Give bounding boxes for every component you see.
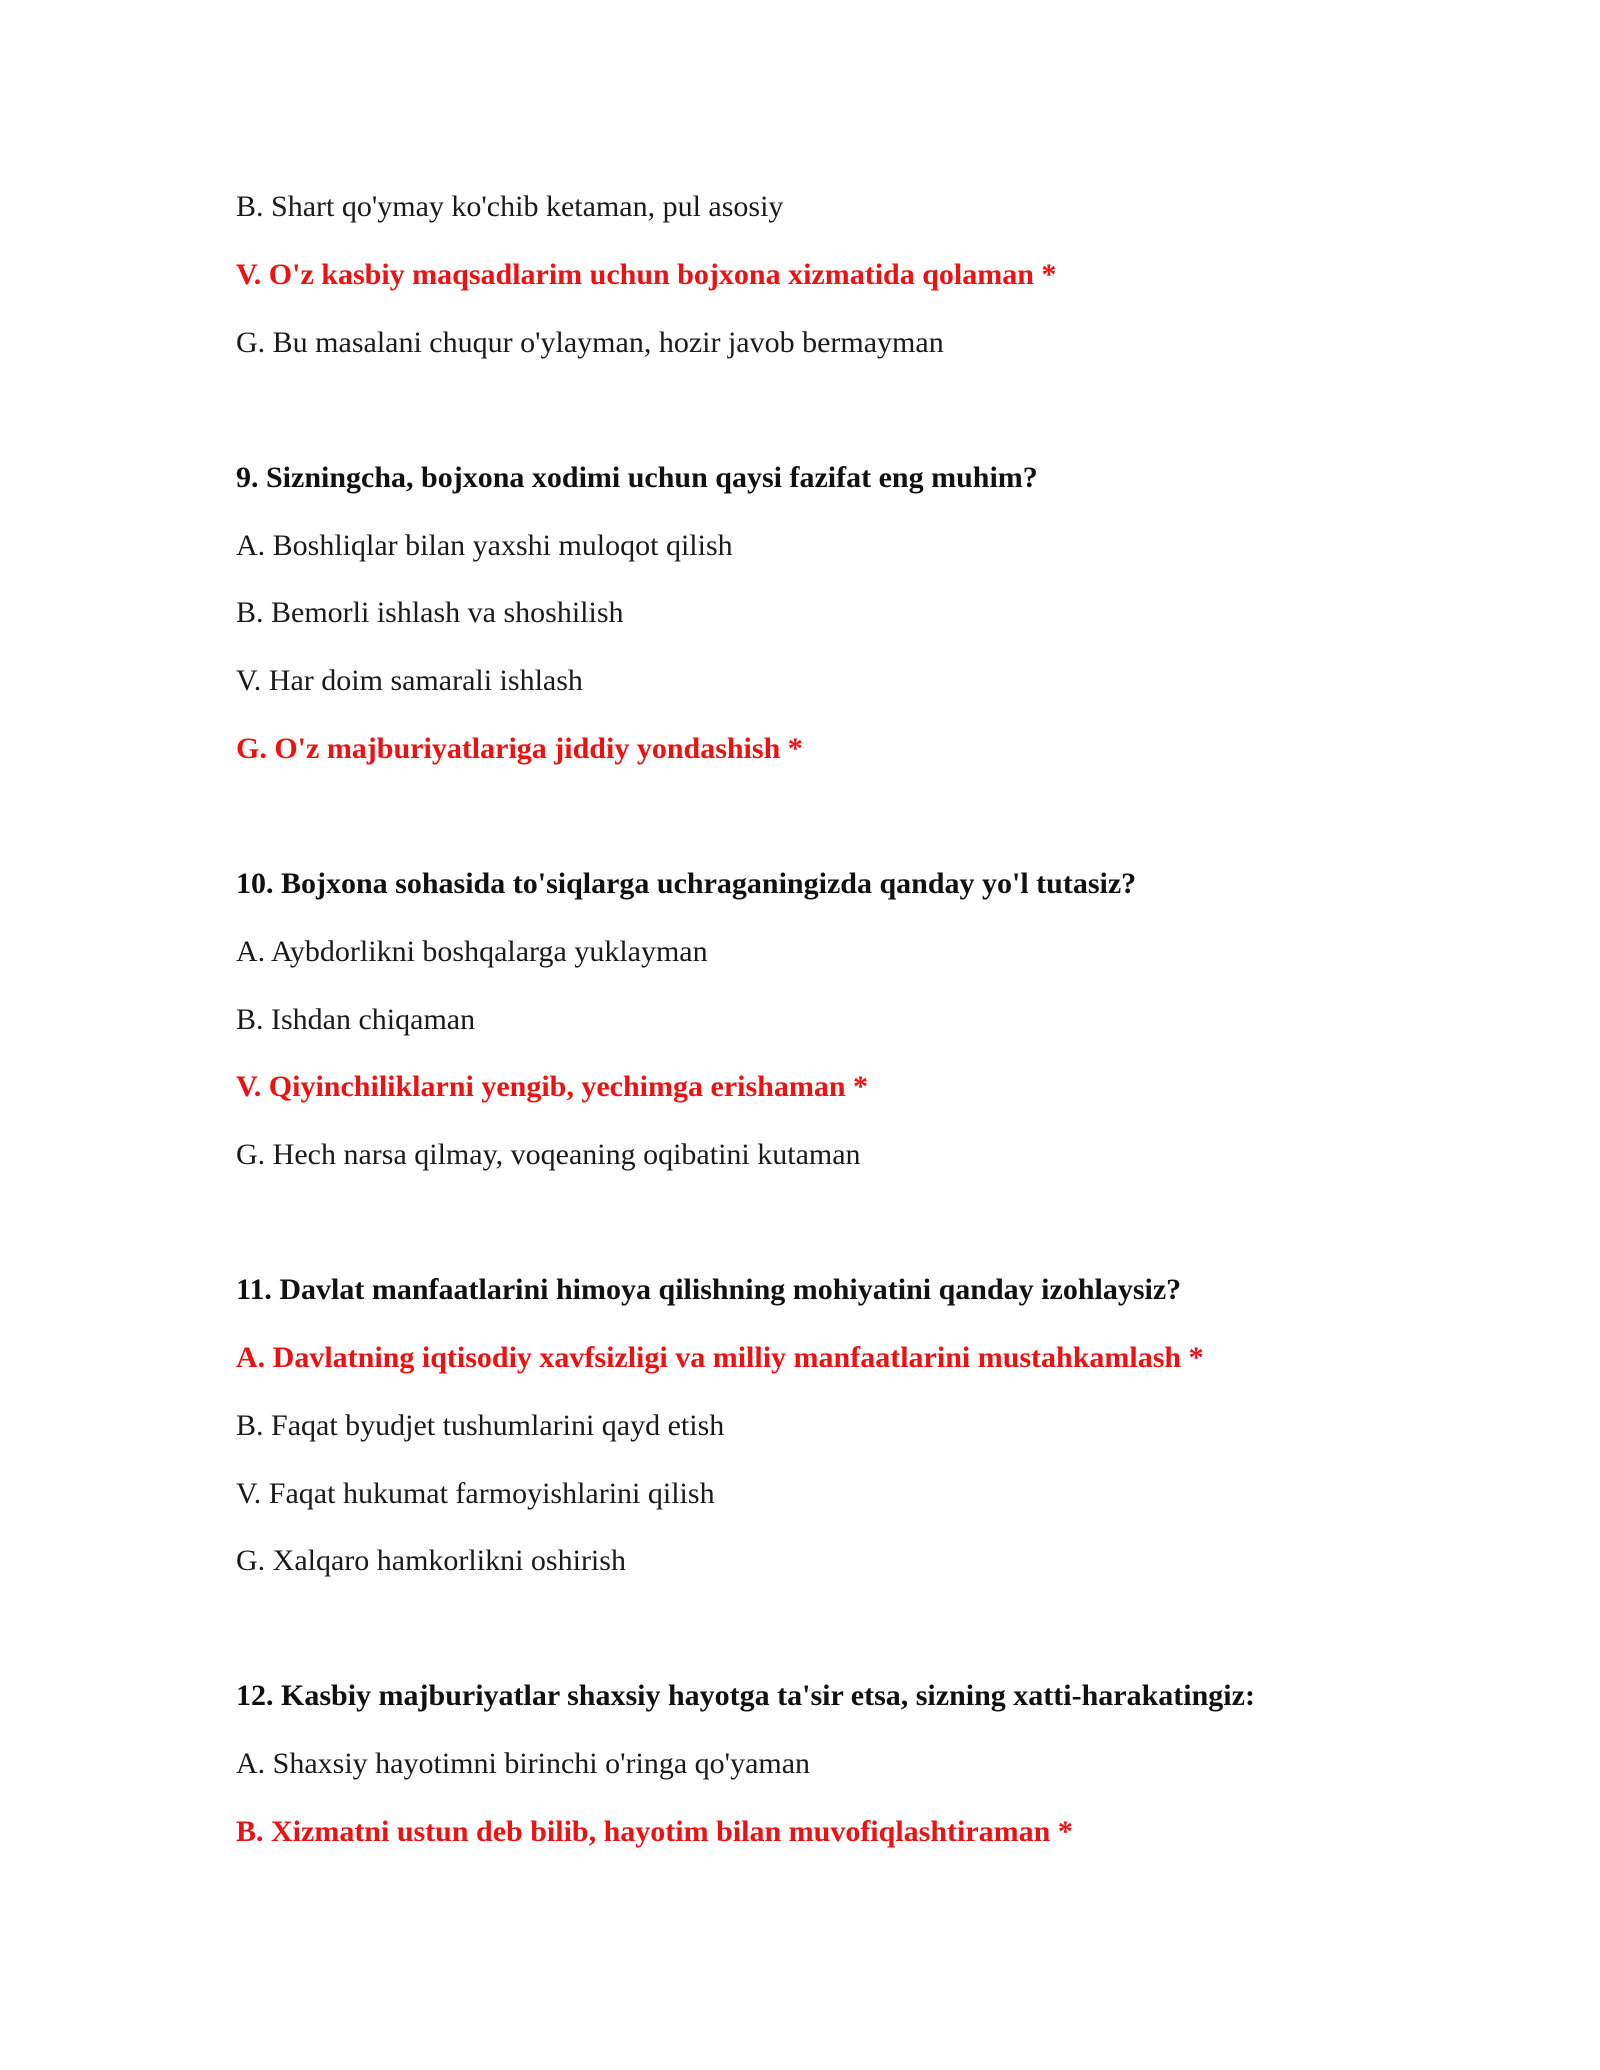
q9-option-a: A. Boshliqlar bilan yaxshi muloqot qilish: [236, 529, 733, 562]
q12-option-b-correct: B. Xizmatni ustun deb bilib, hayotim bilan muvofiqlashtiraman *: [236, 1815, 1073, 1848]
question-9: 9. Sizningcha, bojxona xodimi uchun qaysi fazifat eng muhim?: [236, 461, 1038, 494]
q11-option-a-correct: A. Davlatning iqtisodiy xavfsizligi va milliy manfaatlarini mustahkamlash *: [236, 1341, 1204, 1374]
q11-option-v: V. Faqat hukumat farmoyishlarini qilish: [236, 1477, 715, 1510]
q10-option-v-correct: V. Qiyinchiliklarni yengib, yechimga erishaman *: [236, 1070, 869, 1103]
question-10: 10. Bojxona sohasida to'siqlarga uchraganingizda qanday yo'l tutasiz?: [236, 867, 1137, 900]
q11-option-g: G. Xalqaro hamkorlikni oshirish: [236, 1544, 626, 1577]
q8-option-g: G. Bu masalani chuqur o'ylayman, hozir javob bermayman: [236, 326, 944, 359]
question-12: 12. Kasbiy majburiyatlar shaxsiy hayotga ta'sir etsa, sizning xatti-harakatingiz:: [236, 1679, 1255, 1712]
q8-option-v-correct: V. O'z kasbiy maqsadlarim uchun bojxona xizmatida qolaman *: [236, 258, 1057, 291]
q9-option-v: V. Har doim samarali ishlash: [236, 664, 583, 697]
q12-option-a: A. Shaxsiy hayotimni birinchi o'ringa qo'yaman: [236, 1747, 811, 1780]
q10-option-b: B. Ishdan chiqaman: [236, 1003, 476, 1036]
q10-option-a: A. Aybdorlikni boshqalarga yuklayman: [236, 935, 708, 968]
q9-option-g-correct: G. O'z majburiyatlariga jiddiy yondashish *: [236, 732, 803, 765]
question-11: 11. Davlat manfaatlarini himoya qilishning mohiyatini qanday izohlaysiz?: [236, 1273, 1182, 1306]
q9-option-b: B. Bemorli ishlash va shoshilish: [236, 596, 624, 629]
q8-option-b: B. Shart qo'ymay ko'chib ketaman, pul asosiy: [236, 190, 784, 223]
q11-option-b: B. Faqat byudjet tushumlarini qayd etish: [236, 1409, 725, 1442]
q10-option-g: G. Hech narsa qilmay, voqeaning oqibatini kutaman: [236, 1138, 861, 1171]
